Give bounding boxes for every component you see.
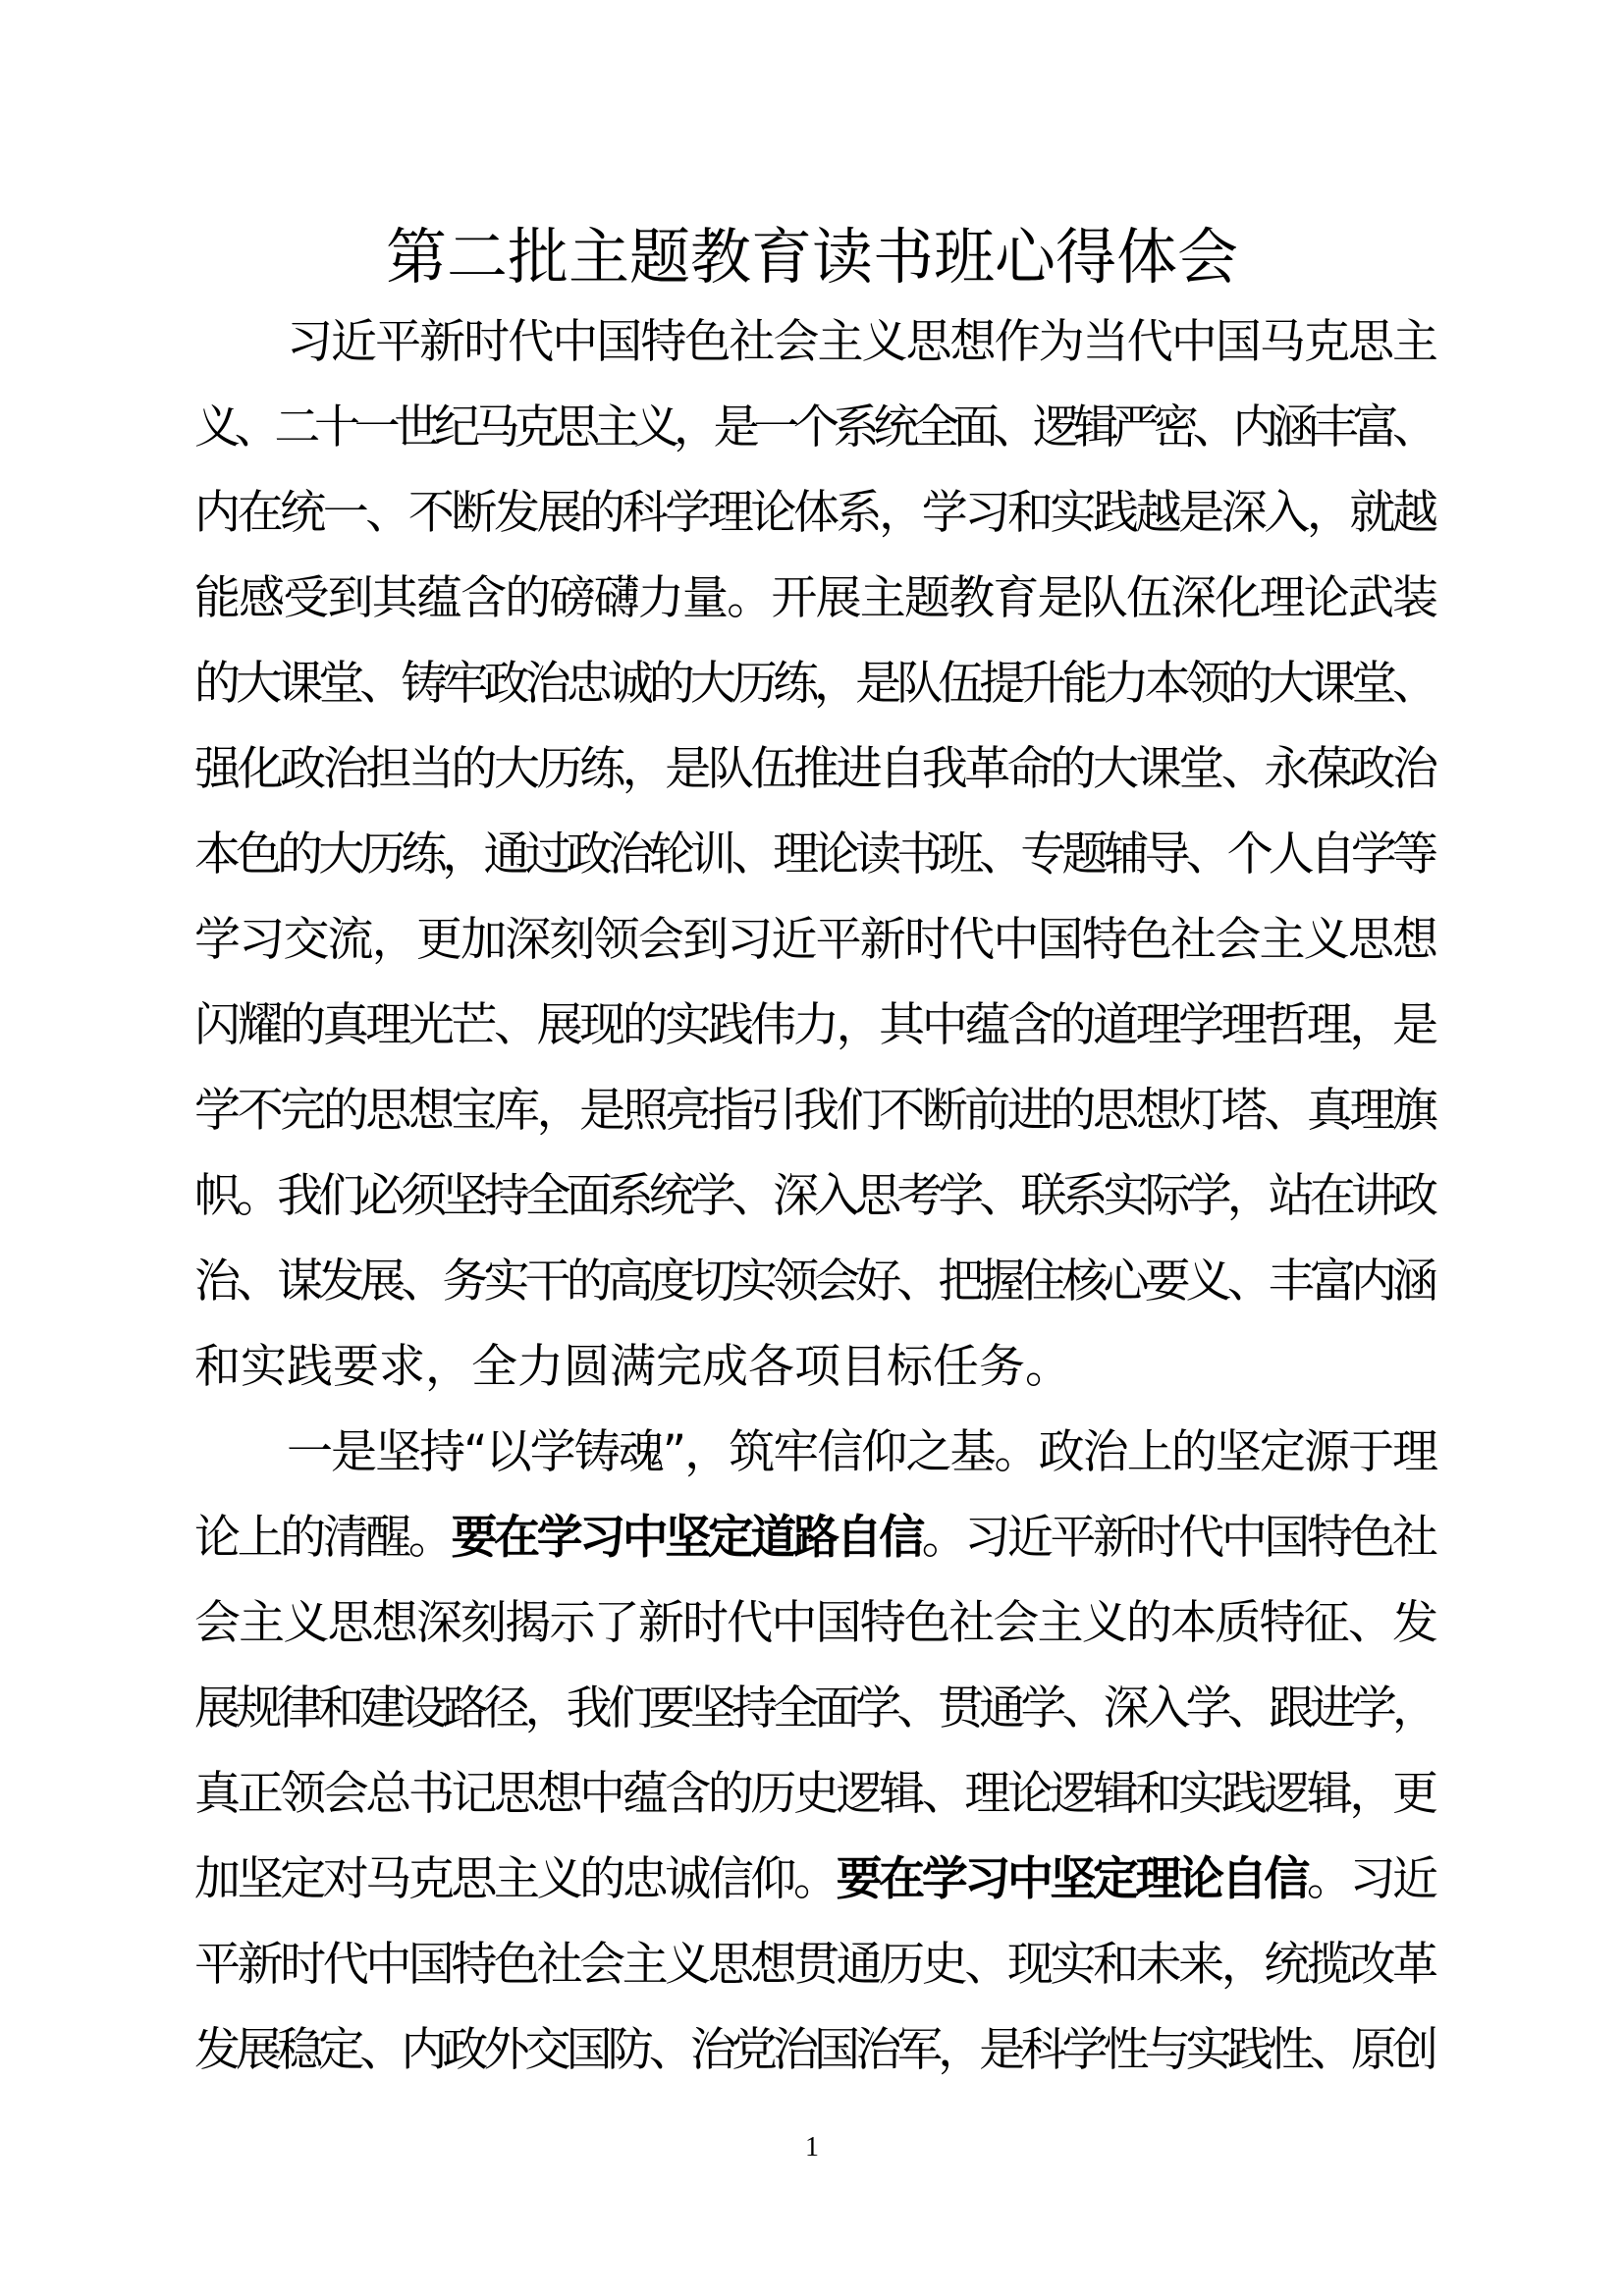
text-line [194, 1837, 1438, 1922]
text-run: 的大课堂、铸牢政治忠诚的大历练，是队伍提升能力本领的大课堂、 [194, 657, 1435, 711]
text-run: 帜。我们必须坚持全面系统学、深入思考学、联系实际学，站在讲政 [194, 1169, 1435, 1223]
text-line [194, 556, 1438, 641]
text-line [194, 641, 1438, 726]
text-run: 能感受到其蕴含的磅礴力量。开展主题教育是队伍深化理论武装 [194, 571, 1437, 625]
text-run: 强化政治担当的大历练，是队伍推进自我革命的大课堂、永葆政治 [194, 742, 1435, 796]
document-body [194, 299, 1438, 2093]
text-line [194, 1153, 1438, 1239]
text-line [194, 1068, 1438, 1153]
text-line [194, 1239, 1438, 1324]
text-run: 真正领会总书记思想中蕴含的历史逻辑、理论逻辑和实践逻辑，更 [194, 1767, 1435, 1821]
text-line [194, 385, 1438, 470]
text-run: 平新时代中国特色社会主义思想贯通历史、现实和未来，统揽改革 [194, 1938, 1435, 1992]
text-line [194, 1666, 1438, 1751]
text-line [194, 726, 1438, 812]
text-run: 和实践要求，全力圆满完成各项目标任务。 [194, 1340, 1071, 1394]
bold-heading-run: 要在学习中坚定道路自信 [451, 1511, 922, 1565]
text-run: 习近平新时代中国特色社会主义思想作为当代中国马克思主 [287, 315, 1437, 369]
text-run: 展规律和建设路径，我们要坚持全面学、贯通学、深入学、跟进学， [194, 1682, 1435, 1735]
text-line [194, 897, 1438, 983]
text-run: 一是坚持“以学铸魂”，筑牢信仰之基。政治上的坚定源于理 [287, 1425, 1437, 1479]
text-line [194, 1922, 1438, 2007]
bold-heading-run: 要在学习中坚定理论自信 [836, 1852, 1307, 1906]
text-line [194, 1751, 1438, 1837]
page-number: 1 [805, 2132, 819, 2163]
document-title: 第二批主题教育读书班心得体会 [385, 221, 1238, 293]
text-line [194, 812, 1438, 897]
text-run: 闪耀的真理光芒、展现的实践伟力，其中蕴含的道理学理哲理，是 [194, 998, 1435, 1052]
text-run: 发展稳定、内政外交国防、治党治国治军，是科学性与实践性、原创 [194, 2023, 1435, 2077]
text-run: 。习近平新时代中国特色社 [921, 1511, 1435, 1565]
paragraph-1 [194, 299, 1438, 1410]
text-run: 义、二十一世纪马克思主义，是一个系统全面、逻辑严密、内涵丰富、 [194, 400, 1433, 454]
text-line [194, 1324, 1438, 1410]
text-run: 治、谋发展、务实干的高度切实领会好、把握住核心要义、丰富内涵 [194, 1255, 1435, 1308]
paragraph-2 [194, 1410, 1438, 2093]
text-run: 内在统一、不断发展的科学理论体系，学习和实践越是深入，就越 [194, 486, 1435, 540]
text-line [194, 299, 1438, 385]
text-line [194, 1495, 1438, 1580]
text-run: 论上的清醒。 [194, 1511, 452, 1565]
text-run: 学习交流，更加深刻领会到习近平新时代中国特色社会主义思想 [194, 913, 1437, 967]
text-run: 学不完的思想宝库，是照亮指引我们不断前进的思想灯塔、真理旗 [194, 1084, 1435, 1138]
text-run: 。习近 [1306, 1852, 1435, 1906]
text-run: 会主义思想深刻揭示了新时代中国特色社会主义的本质特征、发 [194, 1596, 1437, 1650]
text-line [194, 1410, 1438, 1495]
text-run: 本色的大历练，通过政治轮训、理论读书班、专题辅导、个人自学等 [194, 828, 1435, 881]
text-line [194, 1580, 1438, 1666]
text-line [194, 470, 1438, 556]
text-line [194, 2007, 1438, 2093]
text-line [194, 983, 1438, 1068]
text-run: 加坚定对马克思主义的忠诚信仰。 [194, 1852, 837, 1906]
